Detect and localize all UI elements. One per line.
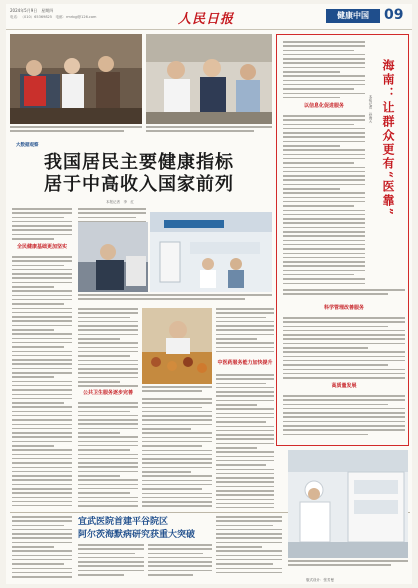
main-text-col2c	[78, 402, 138, 508]
kicker: 大数据观察	[16, 143, 39, 148]
newspaper-logo: 人民日报	[178, 12, 235, 27]
commentary-box	[276, 34, 409, 446]
issue-date: 2024年5月9日 星期四	[10, 8, 54, 13]
top-left-caption	[10, 126, 142, 136]
commentary-subhead-1: 以信息化促进服务	[303, 103, 344, 109]
main-subhead-2: 公共卫生服务逐步完善	[82, 390, 133, 396]
top-middle-caption	[146, 126, 272, 136]
bottom-text-col2	[78, 544, 144, 580]
tcm-caption	[142, 386, 212, 396]
contact-line: 电话：（010）65369825 电邮：rmrbgj@126.com	[10, 15, 97, 19]
commentary-text-4	[283, 317, 405, 381]
bottom-text-col3	[148, 544, 212, 580]
commentary-author: 本报记者 孙海天	[369, 95, 373, 123]
masthead	[6, 4, 412, 30]
bottom-headline-line1: 宜武医院首建平谷院区	[78, 517, 169, 527]
main-text-col1b	[12, 256, 72, 506]
tcm-photo	[142, 308, 212, 384]
clinic-photo	[78, 222, 148, 292]
lab-caption	[288, 560, 408, 572]
commentary-title: 海南：让群众更有“医靠”	[381, 59, 395, 217]
commentary-text-3	[283, 289, 405, 301]
main-text-col1	[12, 208, 72, 244]
newspaper-page	[6, 4, 412, 584]
commentary-subhead-3: 高质量发展	[331, 383, 357, 389]
main-byline: 本报记者 李 红	[106, 200, 134, 204]
bottom-headline-line2: 阿尔茨海默病研究获重大突破	[78, 530, 196, 540]
main-subhead-3: 中医药服务能力加快提升	[217, 360, 273, 366]
main-headline-line2: 居于中高收入国家前列	[44, 174, 234, 195]
bottom-text-col1	[12, 516, 72, 582]
main-text-col3a	[216, 308, 274, 358]
page-number: 09	[384, 7, 404, 23]
bottom-text-col4	[216, 516, 282, 580]
main-text-col2d	[142, 398, 212, 508]
main-subhead-1: 全民健康基础更加坚实	[16, 244, 67, 250]
commentary-subhead-2: 科学管理改善服务	[323, 305, 364, 311]
clinic-caption	[78, 294, 272, 304]
main-text-col3b	[216, 374, 274, 508]
commentary-text-1	[283, 41, 365, 101]
lab-photo	[288, 450, 408, 558]
top-left-photo	[10, 34, 142, 124]
section-badge: 健康中国	[326, 9, 380, 23]
main-headline-line1: 我国居民主要健康指标	[44, 152, 234, 173]
layout-credit: 版式设计：张芳曼	[306, 578, 334, 582]
commentary-text-2	[283, 115, 365, 287]
commentary-text-5	[283, 395, 405, 441]
top-middle-photo	[146, 34, 272, 124]
